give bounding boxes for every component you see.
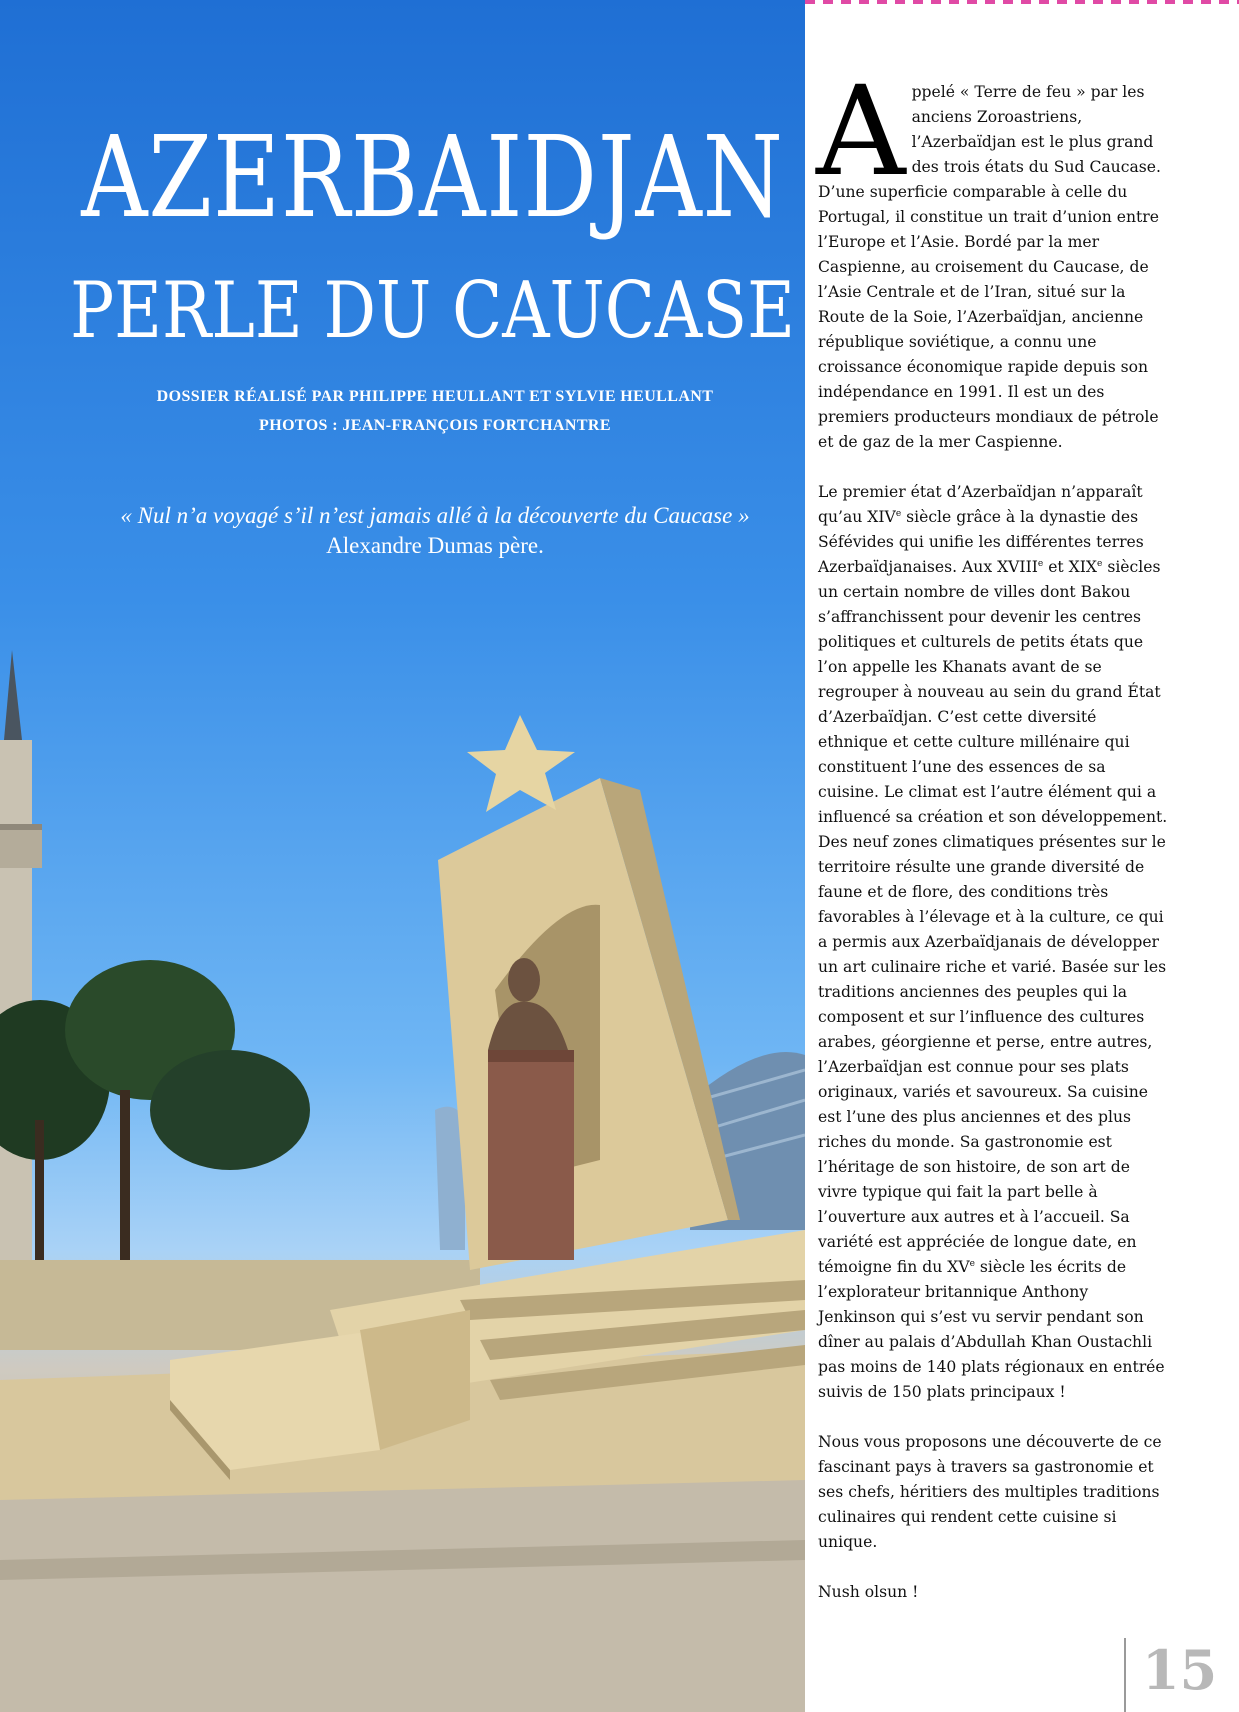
page-number: 15 [1124, 1638, 1217, 1712]
plaza [0, 1480, 805, 1712]
dashed-top-border [805, 0, 1239, 4]
drop-cap: A [816, 60, 906, 204]
paragraph-intro: Appelé « Terre de feu » par les anciens Zoroastriens, l’Azerbaïdjan est le plus grand des trois états du Sud Caucase. D’une superficie comparable à celle du Portugal, il constitue un trait d’union entre l’Europe et l’Asie. Bordé par la mer Caspienne, au croisement du Caucase, de l’Asie Centrale et de l’Iran, situé sur la Route de la Soie, l’Azerbaïdjan, ancienne république soviétique, a connu une croissance économique rapide depuis son indépendance en 1991. Il est un des premiers producteurs mondiaux de pétrole et de gaz de la mer Caspienne. [816, 60, 1161, 451]
title-line-1: AZERBAIDJAN [81, 113, 784, 243]
title-line-2: PERLE DU CAUCASE [70, 266, 795, 356]
credit-photos: PHOTOS : JEAN-FRANÇOIS FORTCHANTRE [259, 417, 611, 434]
trees [0, 960, 310, 1260]
credits [60, 382, 805, 440]
paragraph-invitation: Nous vous proposons une découverte de ce fascinant pays à travers sa gastronomie et ses chefs, héritiers des multiples traditions culinaires qui rendent cette cuisine si unique. [818, 1433, 1162, 1551]
paragraph-closing: Nush olsun ! [818, 1583, 919, 1601]
quote-author: Alexandre Dumas père. [326, 533, 544, 558]
credit-authors: DOSSIER RÉALISÉ PAR PHILIPPE HEULLANT ET SYLVIE HEULLANT [156, 388, 714, 405]
monument [438, 715, 740, 1270]
article-body [816, 60, 1170, 1630]
epigraph-quote [70, 501, 800, 561]
paragraph-history: Le premier état d’Azerbaïdjan n’apparaît qu’au XIVe siècle grâce à la dynastie des Séfévides qui unifie les différentes terres Azerbaïdjanaises. Aux XVIIIe et XIXe siècles un certain nombre de villes dont Bakou s’affranchissent pour devenir les centres politiques et culturels de petits états que l’on appelle les Khanats avant de se regrouper à nouveau au sein du grand État d’Azerbaïdjan. C’est cette diversité ethnique et cette culture millénaire qui constituent l’une des essences de sa cuisine. Le climat est l’autre élément qui a influencé sa création et son développement. Des neuf zones climatiques présentes sur le territoire résulte une grande diversité de faune et de flore, des conditions très favorables à l’élevage et à la culture, ce qui a permis aux Azerbaïdjanais de développer un art culinaire riche et varié. Basée sur les traditions anciennes des peuples qui la composent et sur l’influence des cultures arabes, géorgienne et perse, entre autres, l’Azerbaïdjan est connue pour ses plats originaux, variés et savoureux. Sa cuisine est l’une des plus anciennes et des plus riches du monde. Sa gastronomie est l’héritage de son histoire, de son art de vivre typique qui fait la part belle à l’ouverture aux autres et à l’accueil. Sa variété est appréciée de longue date, en témoigne fin du XVe siècle les écrits de l’explorateur britannique Anthony Jenkinson qui s’est vu servir pendant son dîner au palais d’Abdullah Khan Oustachli pas moins de 140 plats régionaux en entrée suivis de 150 plats principaux ! [818, 483, 1168, 1401]
quote-text: « Nul n’a voyagé s’il n’est jamais allé à la découverte du Caucase » [120, 503, 750, 528]
